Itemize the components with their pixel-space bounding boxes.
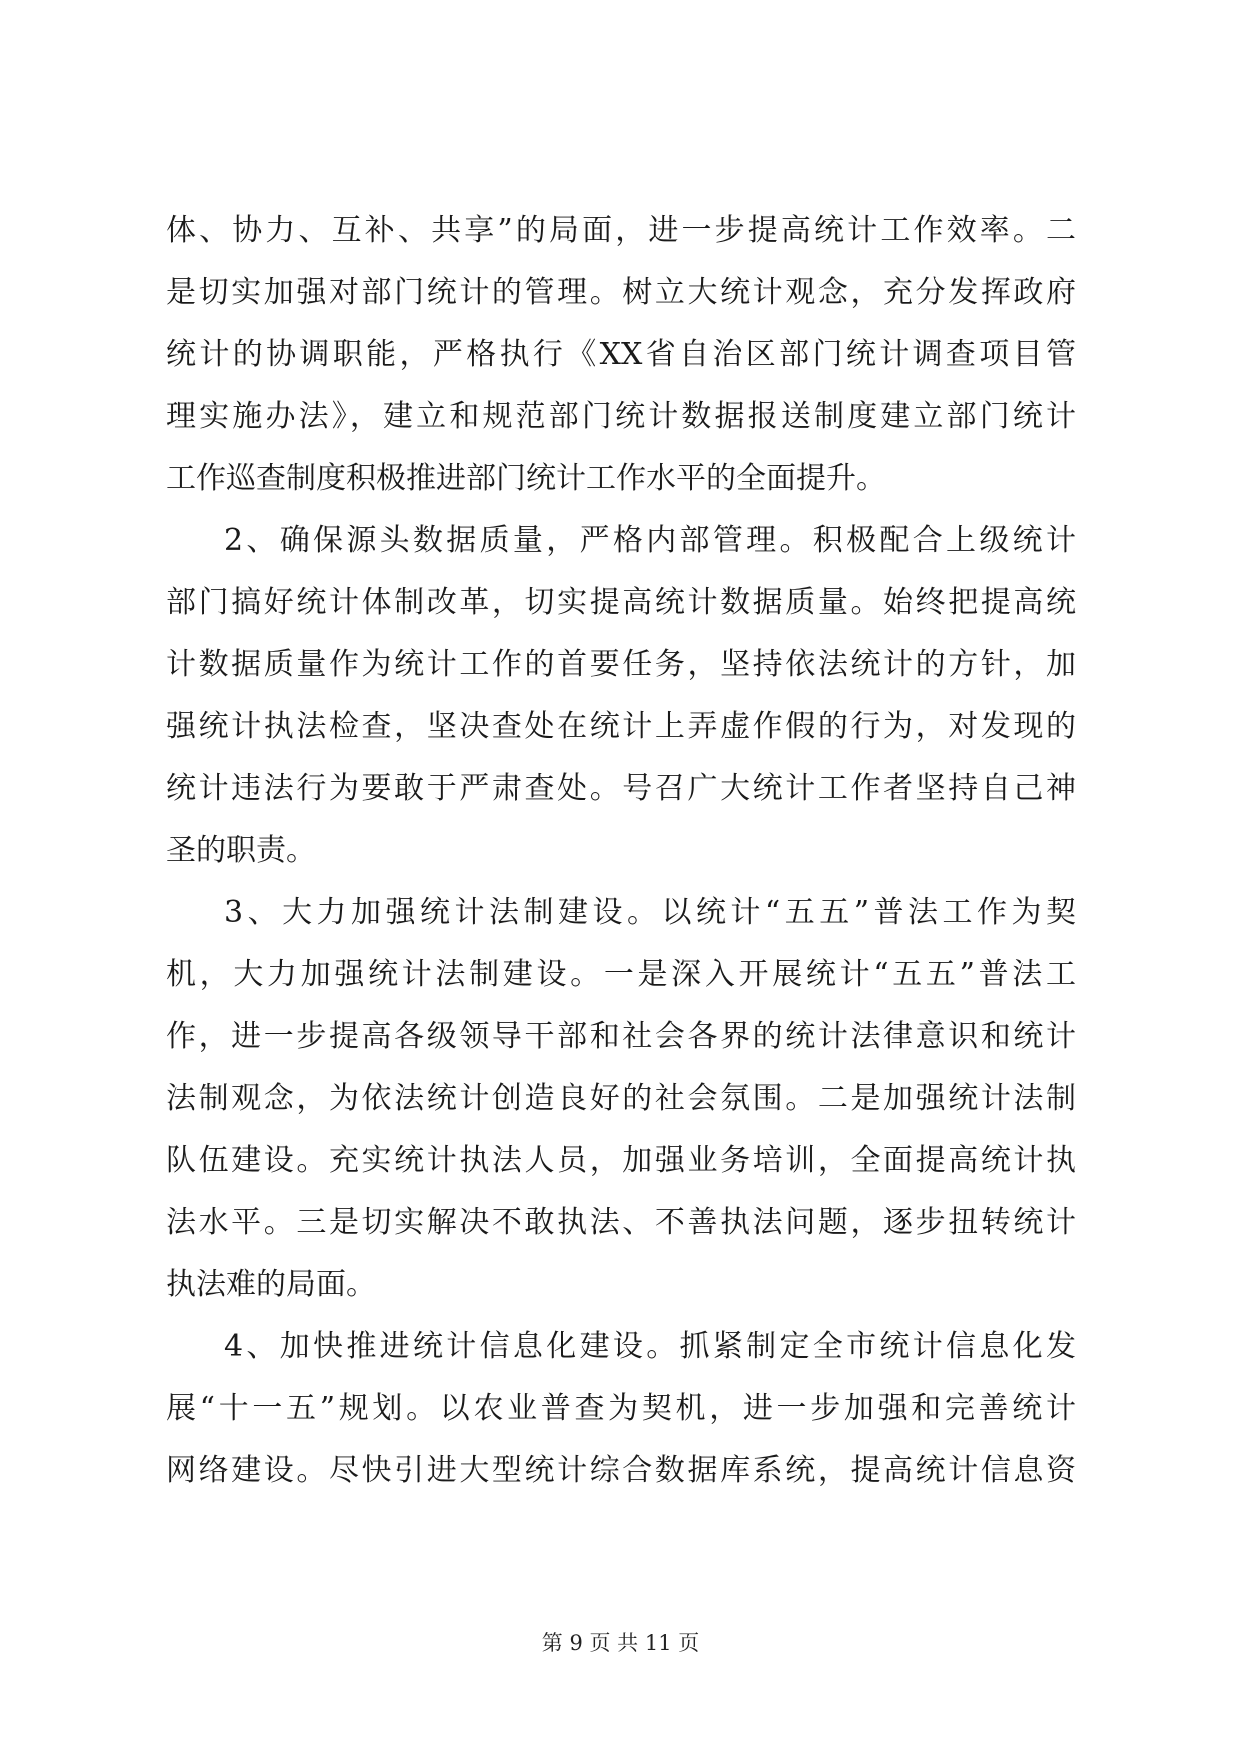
text-line: 法制观念，为依法统计创造良好的社会氛围。二是加强统计法制	[166, 1081, 1076, 1116]
text-line: 法水平。三是切实解决不敢执法、不善执法问题，逐步扭转统计	[166, 1205, 1076, 1240]
text-line: 是切实加强对部门统计的管理。树立大统计观念，充分发挥政府	[166, 275, 1076, 310]
text-line: 执法难的局面。	[166, 1267, 376, 1302]
text-line: 统计的协调职能，严格执行《XX省自治区部门统计调查项目管	[166, 337, 1076, 372]
body-text	[166, 200, 1076, 1502]
text-line: 圣的职责。	[166, 833, 316, 868]
text-line: 体、协力、互补、共享”的局面，进一步提高统计工作效率。二	[166, 213, 1076, 248]
paragraph-start-line: 3、大力加强统计法制建设。以统计“五五”普法工作为契	[224, 895, 1076, 930]
text-line: 理实施办法》，建立和规范部门统计数据报送制度建立部门统计	[166, 399, 1076, 434]
page-number-footer: 第 9 页 共 11 页	[541, 1631, 700, 1655]
text-line: 队伍建设。充实统计执法人员，加强业务培训，全面提高统计执	[166, 1143, 1076, 1178]
text-line: 强统计执法检查，坚决查处在统计上弄虚作假的行为，对发现的	[166, 709, 1076, 744]
text-line: 作，进一步提高各级领导干部和社会各界的统计法律意识和统计	[166, 1019, 1076, 1054]
paragraph-start-line: 2、确保源头数据质量，严格内部管理。积极配合上级统计	[224, 523, 1076, 558]
text-line: 计数据质量作为统计工作的首要任务，坚持依法统计的方针，加	[166, 647, 1076, 682]
text-line: 部门搞好统计体制改革，切实提高统计数据质量。始终把提高统	[166, 585, 1076, 620]
text-line: 统计违法行为要敢于严肃查处。号召广大统计工作者坚持自己神	[166, 771, 1076, 806]
text-line: 网络建设。尽快引进大型统计综合数据库系统，提高统计信息资	[166, 1453, 1076, 1488]
text-line: 工作巡查制度积极推进部门统计工作水平的全面提升。	[166, 461, 886, 496]
paragraph-start-line: 4、加快推进统计信息化建设。抓紧制定全市统计信息化发	[224, 1329, 1076, 1364]
text-line: 机，大力加强统计法制建设。一是深入开展统计“五五”普法工	[166, 957, 1076, 992]
text-line: 展“十一五”规划。以农业普查为契机，进一步加强和完善统计	[166, 1391, 1076, 1426]
